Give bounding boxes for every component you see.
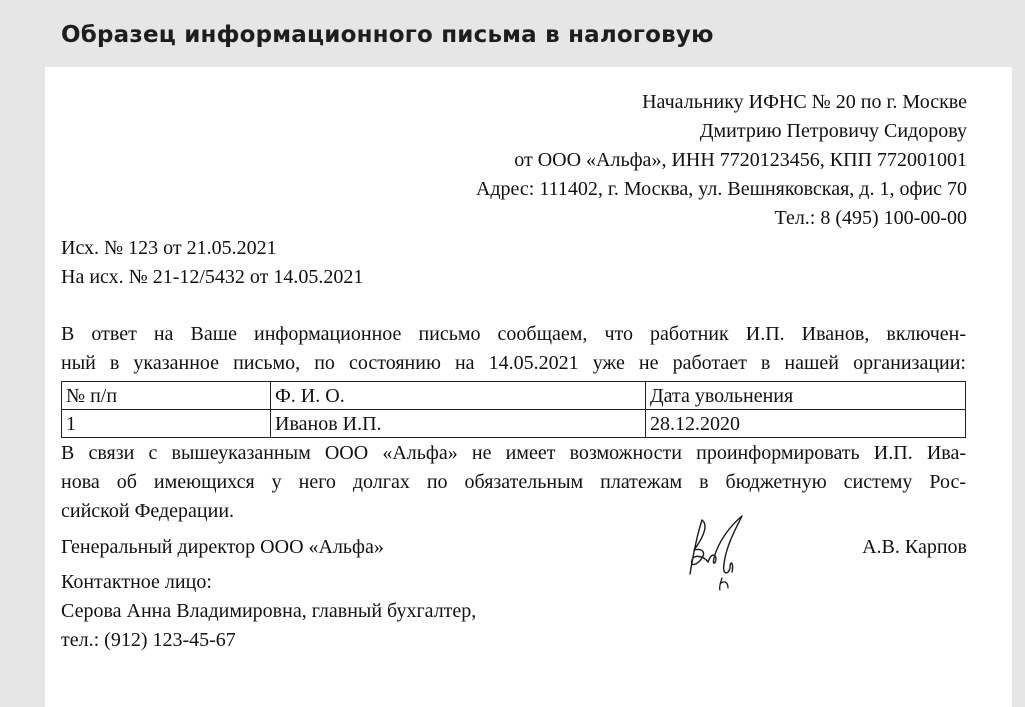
cell-number: 1 xyxy=(62,410,271,438)
conclusion-line: В связи с вышеуказанным ООО «Альфа» не имеет возможности проинформировать И.П. Ива- xyxy=(61,442,966,464)
body-line: В ответ на Ваше информационное письмо сообщаем, что работник И.П. Иванов, включен- xyxy=(61,323,966,345)
signatory-position: Генеральный директор ООО «Альфа» xyxy=(61,536,384,558)
contact-label: Контактное лицо: xyxy=(61,571,212,593)
conclusion-line: нова об имеющихся у него долгах по обязательным платежам в бюджетную систему Рос- xyxy=(61,471,966,493)
header-cell-date: Дата увольнения xyxy=(646,382,966,410)
signatory-name: А.В. Карпов xyxy=(862,536,967,558)
employee-table xyxy=(61,381,966,438)
contact-person: Серова Анна Владимировна, главный бухгалтер, xyxy=(61,600,477,622)
addressee-block xyxy=(476,88,967,233)
addressee-line: Начальнику ИФНС № 20 по г. Москве xyxy=(642,91,967,113)
contact-block xyxy=(61,568,476,655)
cell-date: 28.12.2020 xyxy=(646,410,966,438)
header-cell-name: Ф. И. О. xyxy=(271,382,646,410)
in-reply-number: На исх. № 21-12/5432 от 14.05.2021 xyxy=(61,266,364,288)
contact-phone: тел.: (912) 123-45-67 xyxy=(61,629,236,651)
cell-name: Иванов И.П. xyxy=(271,410,646,438)
outgoing-number: Исх. № 123 от 21.05.2021 xyxy=(61,237,277,259)
table-row xyxy=(62,410,966,438)
addressee-line: Адрес: 111402, г. Москва, ул. Вешняковская, д. 1, офис 70 xyxy=(475,178,967,200)
addressee-line: от ООО «Альфа», ИНН 7720123456, КПП 772001001 xyxy=(514,149,967,171)
addressee-line: Тел.: 8 (495) 100-00-00 xyxy=(774,207,967,229)
table-header-row xyxy=(62,382,966,410)
handwritten-signature xyxy=(672,512,762,592)
conclusion-line: сийской Федерации. xyxy=(61,500,235,522)
letter-body xyxy=(61,320,966,378)
reference-numbers xyxy=(61,234,363,292)
header-cell-number: № п/п xyxy=(62,382,271,410)
addressee-line: Дмитрию Петровичу Сидорову xyxy=(699,120,967,142)
body-line: ный в указанное письмо, по состоянию на 14.05.2021 уже не работает в нашей организации: xyxy=(61,352,966,374)
letter-conclusion xyxy=(61,439,966,526)
page-title: Образец информационного письма в налоговую xyxy=(61,22,714,48)
